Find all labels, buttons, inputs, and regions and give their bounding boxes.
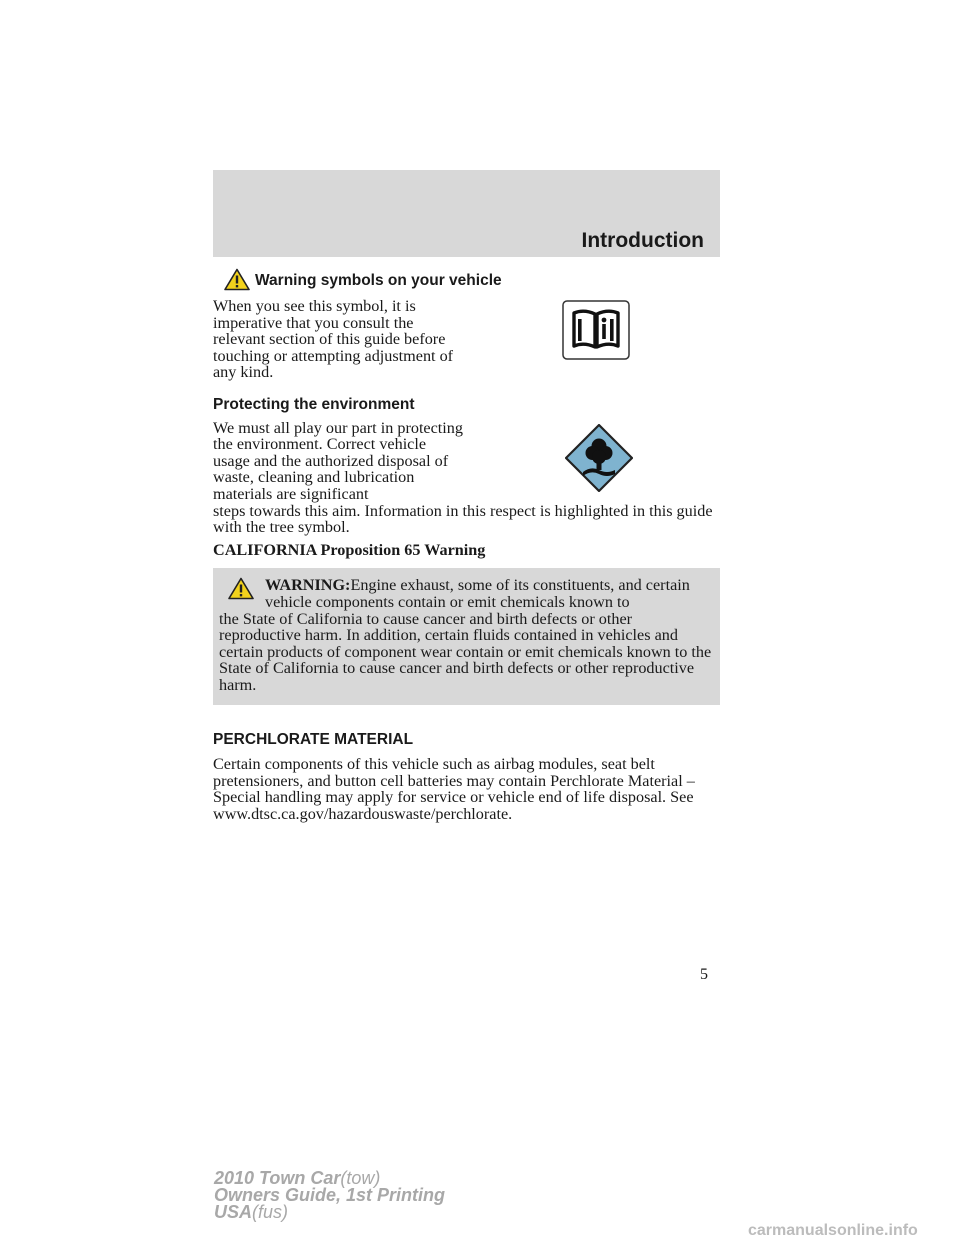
footer-line-3 — [214, 1204, 445, 1221]
page-number: 5 — [700, 966, 708, 983]
environment-body-narrow: We must all play our part in protecting the environment. Correct vehicle usage and the authorized disposal of waste, cleaning and lubrication materials are significant — [213, 418, 463, 503]
section-title: Introduction — [581, 229, 704, 252]
warning-symbols-section — [213, 298, 720, 381]
footer-market-code: (fus) — [252, 1202, 289, 1222]
watermark: carmanualsonline.info — [748, 1222, 918, 1239]
perchlorate-heading: PERCHLORATE MATERIAL — [213, 731, 414, 749]
warning-triangle-icon — [228, 577, 254, 600]
footer-model-code: (tow) — [340, 1168, 381, 1188]
warning-symbols-body: When you see this symbol, it is imperative that you consult the relevant section of this guide before touching or attempting adjustment of any kind. — [213, 297, 454, 382]
footer-printing: Owners Guide, 1st Printing — [214, 1185, 446, 1205]
proposition65-warning-box — [213, 568, 720, 705]
header-band — [213, 170, 720, 257]
environment-section — [213, 420, 720, 503]
environment-body-wide: steps towards this aim. Information in this respect is highlighted in this guide with the tree symbol. — [213, 501, 713, 537]
warning-triangle-icon — [224, 268, 250, 291]
warning-label: WARNING: — [265, 576, 351, 595]
footer-market: USA — [214, 1202, 253, 1222]
proposition65-warning-rest: the State of California to cause cancer and birth defects or other reproductive harm. In addition, certain fluids contained in vehicles and certain products of component wear contain or emit chemicals known to the State of California to cause cancer and birth defects or other reproductive harm. — [219, 609, 712, 694]
perchlorate-body: Certain components of this vehicle such as airbag modules, seat belt pretensioners, and button cell batteries may contain Perchlorate Material – Special handling may apply for service or vehicle end of life disposal. See www.dtsc.ca.gov/hazardouswaste/perchlorate. — [213, 755, 695, 823]
warning-first-text: Engine exhaust, some of its constituents, and certain vehicle components contain or emit chemicals known to — [265, 576, 690, 611]
tree-symbol-icon — [565, 424, 633, 492]
proposition65-heading: CALIFORNIA Proposition 65 Warning — [213, 540, 486, 559]
page-content — [213, 268, 720, 822]
footer — [214, 1170, 445, 1221]
footer-model: 2010 Town Car — [214, 1168, 341, 1188]
environment-heading: Protecting the environment — [213, 395, 415, 413]
owners-manual-icon — [562, 300, 630, 360]
warning-symbols-heading: Warning symbols on your vehicle — [255, 272, 502, 289]
warning-symbols-heading-row — [213, 268, 720, 292]
proposition65-warning-first — [219, 577, 712, 610]
